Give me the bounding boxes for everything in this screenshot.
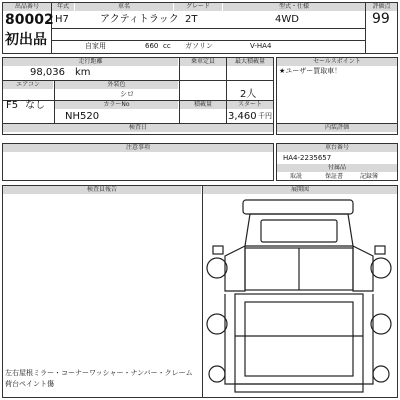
inspection-label: 検査日	[3, 124, 273, 132]
seats-label: 乗車定員	[180, 58, 226, 66]
accessory-item-3: 記録簿	[360, 173, 379, 180]
diagram-bed-floor	[245, 302, 353, 376]
mileage-value: 98,036	[30, 67, 65, 78]
model-label: 車名	[75, 3, 173, 11]
price-unit: 千円	[258, 112, 272, 120]
comment-line-2: 荷台ペイント傷	[5, 380, 54, 388]
aircon-label: エアコン	[3, 81, 53, 89]
vin-value: HA4-2235657	[283, 154, 332, 162]
diagram-bed	[235, 294, 363, 384]
diagram-tailgate	[235, 384, 363, 392]
color-value: シロ	[120, 90, 134, 98]
comments-label: 検査員報告	[3, 186, 201, 194]
fuel-value: ガソリン	[185, 42, 213, 50]
score-label: 評価点	[366, 3, 397, 11]
note-value: ★ユーザー買取車！	[279, 67, 342, 75]
mileage-unit: km	[75, 67, 91, 78]
accessory-label: 付属品	[277, 164, 397, 172]
vehicle-diagram	[205, 196, 395, 394]
grade-label: グレード	[174, 3, 222, 11]
vin-label: 車台番号	[277, 144, 397, 152]
usage-value: 自家用	[85, 42, 106, 50]
color-no-label: カラーNo	[55, 101, 178, 109]
load-label: 積載量	[180, 101, 226, 109]
transmission-value: F5	[6, 100, 19, 111]
diagram-rear-left-wheel	[207, 314, 227, 334]
type-label: 型式・仕様	[223, 3, 365, 11]
accessory-item-1: 取説	[290, 173, 303, 180]
diagram-rear-right-wheel	[371, 314, 391, 334]
diagram-cab-window	[261, 220, 337, 242]
diagram-front-bumper	[243, 200, 353, 214]
diagram-spare-left	[209, 366, 225, 382]
diagram-label: 展開図	[203, 186, 397, 194]
diagram-right-mirror	[375, 246, 385, 254]
drive-value: 4WD	[275, 14, 299, 25]
model-value: アクティトラック	[100, 14, 179, 25]
diagram-left-door	[225, 246, 245, 291]
ac-value: なし	[25, 100, 45, 111]
grade-value: 2T	[185, 14, 198, 25]
year-label: 年式	[52, 3, 74, 11]
displacement-unit: cc	[163, 42, 171, 50]
color-no-value: NH520	[65, 111, 100, 122]
price-value: 3,460	[228, 111, 257, 122]
diagram-left-mirror	[213, 246, 223, 254]
year-value: H7	[55, 14, 69, 25]
diagram-spare-right	[373, 366, 389, 382]
memo-label: 注意事項	[3, 144, 273, 152]
mileage-label: 走行距離	[3, 58, 178, 66]
score-value: 99	[372, 11, 390, 27]
lot-label: 出品番号	[3, 3, 51, 11]
note-label: セールスポイント	[277, 58, 397, 66]
lot-number: 80002	[5, 12, 54, 28]
first-listing-badge: 初出品	[5, 32, 47, 48]
comment-line-1: 左右屋根ミラー・コーナーワッシャー・ナンバー・クレーム	[5, 369, 193, 377]
diagram-front-right-wheel	[371, 258, 391, 278]
diagram-right-door	[353, 246, 373, 291]
accessory-item-2: 保証書	[325, 173, 344, 180]
color-label: 外装色	[55, 81, 178, 89]
capacity-value: 2人	[240, 89, 257, 100]
interior-label: 内装評価	[277, 124, 397, 132]
displacement-value: 660	[145, 42, 159, 50]
price-label: スタート	[227, 101, 273, 109]
diagram-front-left-wheel	[207, 258, 227, 278]
capacity-label: 最大積載量	[227, 58, 273, 66]
model-code-value: V-HA4	[250, 42, 272, 50]
